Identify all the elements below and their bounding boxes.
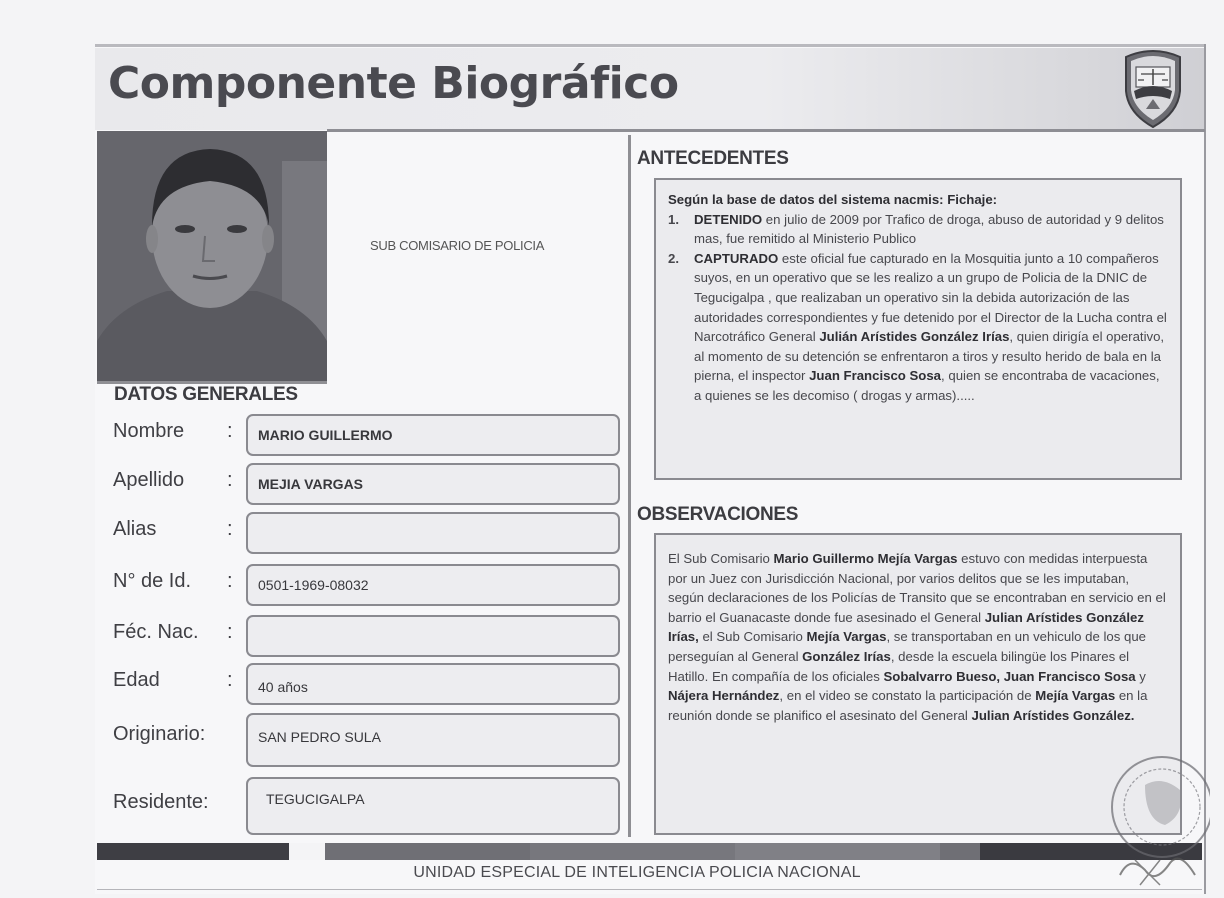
field-fecha-nacimiento [113, 615, 623, 659]
field-nombre [113, 414, 623, 458]
antecedentes-list [668, 210, 1168, 406]
alias-field[interactable] [246, 512, 620, 554]
antecedentes-intro: Según la base de datos del sistema nacmis: Fichaje: [668, 192, 998, 207]
antecedentes-title: ANTECEDENTES [637, 148, 789, 169]
apellido-field[interactable]: MEJIA VARGAS [246, 463, 620, 505]
police-badge-icon [1122, 47, 1184, 131]
bar-segment [530, 843, 735, 860]
birth-date-field[interactable] [246, 615, 620, 657]
field-colon: : [227, 570, 233, 592]
field-label: Apellido [113, 469, 185, 491]
bar-segment [735, 843, 940, 860]
footer-rule [97, 889, 1202, 890]
id-number-field[interactable]: 0501-1969-08032 [246, 564, 620, 606]
official-stamp-icon [1100, 745, 1210, 895]
field-residente [113, 777, 623, 821]
field-label: Residente: [113, 791, 209, 813]
field-colon: : [227, 469, 233, 491]
person-silhouette-icon [97, 131, 327, 381]
bar-segment [289, 843, 325, 860]
footer-unit-name: UNIDAD ESPECIAL DE INTELIGENCIA POLICIA NACIONAL [413, 864, 861, 881]
field-colon: : [227, 669, 233, 691]
field-edad [113, 663, 623, 707]
list-item: 2. CAPTURADO este oficial fue capturado en la Mosquitia junto a 10 compañeros suyos, en un operativo que se les realizo a un grupo de Policia de la DNIC de Tegucigalpa , que realizaban un operativo sin la debida autorización de las autoridades correspondientes y fue detenido por el Director de la Lucha contra el Narcotráfico General Julián Arístides González Irías, quien dirigía el operativo, al momento de su detención se enfrentaron a tiros y resulto herido de bala en la pierna, el inspector Juan Francisco Sosa, quien se encontraba de vacaciones, a quienes se les decomiso ( drogas y armas)..... [668, 250, 1167, 403]
bar-segment [97, 843, 289, 860]
field-label: Originario: [113, 723, 206, 745]
footer-color-bar [97, 843, 1202, 860]
bar-segment [325, 843, 530, 860]
field-label: Nombre [113, 420, 185, 442]
origin-field[interactable]: SAN PEDRO SULA [246, 713, 620, 767]
field-label: Féc. Nac. [113, 621, 199, 643]
column-divider [628, 135, 631, 837]
observaciones-text: El Sub Comisario Mario Guillermo Mejía Vargas estuvo con medidas interpuesta por un Juez con Jurisdicción Nacional, por varios delitos que se les imputaban, según declaraciones de los Policías de Transito que se encontraban en servicio en el barrio el Guanacaste donde fue asesinado el General Julian Arístides González Irías, el Sub Comisario Mejía Vargas, se transportaban en un vehiculo de los que perseguían al General González Irías, desde la escuela bilingüe los Pinares el Hatillo. En compañía de los oficiales Sobalvarro Bueso, Juan Francisco Sosa y Nájera Hernández, en el video se constato la participación de Mejía Vargas en la reunión donde se planifico el asesinato del General Julian Arístides González. [668, 551, 1166, 723]
field-colon: : [227, 621, 233, 643]
field-id [113, 564, 623, 608]
header-divider [327, 129, 1205, 132]
antecedentes-box [654, 178, 1182, 480]
field-apellido [113, 463, 623, 507]
list-item: 1. DETENIDO en julio de 2009 por Trafico de droga, abuso de autoridad y 9 delitos mas, fue remitido al Ministerio Publico [668, 211, 1164, 247]
rank-label: SUB COMISARIO DE POLICIA [370, 238, 545, 253]
datos-generales-title: DATOS GENERALES [114, 384, 298, 405]
nombre-field[interactable]: MARIO GUILLERMO [246, 414, 620, 456]
bar-segment [940, 843, 980, 860]
field-alias [113, 512, 623, 556]
field-label: Alias [113, 518, 157, 540]
field-label: N° de Id. [113, 570, 192, 592]
subject-photo [97, 131, 327, 381]
field-originario [113, 713, 623, 757]
field-colon: : [227, 420, 233, 442]
age-field[interactable]: 40 años [246, 663, 620, 705]
residence-field[interactable]: TEGUCIGALPA [246, 777, 620, 835]
top-rule [95, 44, 1205, 47]
observaciones-title: OBSERVACIONES [637, 504, 799, 525]
field-label: Edad [113, 669, 160, 691]
page-title: Componente Biográfico [108, 58, 679, 109]
field-colon: : [227, 518, 233, 540]
